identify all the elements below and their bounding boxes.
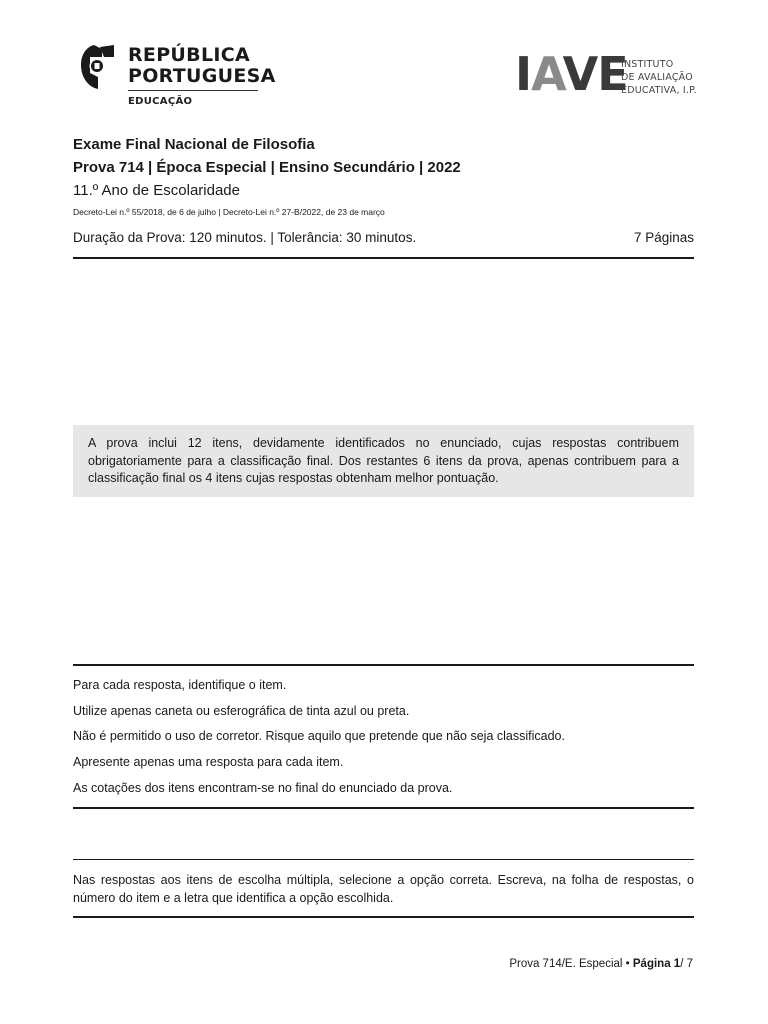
instruction-item: Apresente apenas uma resposta para cada item. xyxy=(73,755,344,770)
footer-suffix: / 7 xyxy=(680,958,693,970)
exam-info-box xyxy=(73,425,694,497)
instruction-item: Para cada resposta, identifique o item. xyxy=(73,678,287,692)
page-footer xyxy=(509,958,693,970)
instructions-bottom-divider xyxy=(73,807,694,809)
exam-title: Exame Final Nacional de Filosofia xyxy=(73,136,315,153)
iave-logo xyxy=(515,47,715,101)
iave-line2: DE AVALIAÇÃO xyxy=(621,72,693,83)
exam-info-text: A prova inclui 12 itens, devidamente identificados no enunciado, cujas respostas contribuem obrigatoriamente para a classificação final. Dos restantes 6 itens da prova, apenas contribuem para a classificação final os 4 itens cujas respostas obtenham melhor pontuação. xyxy=(88,436,679,485)
iave-line1: INSTITUTO xyxy=(621,59,674,70)
header-divider xyxy=(73,257,694,259)
republica-portuguesa-logo xyxy=(80,43,276,113)
instruction-item: Utilize apenas caneta ou esferográfica de tinta azul ou preta. xyxy=(73,703,410,718)
instructions-top-divider xyxy=(73,664,694,666)
footer-page-label: Página 1 xyxy=(632,958,681,970)
exam-subtitle: Prova 714 | Época Especial | Ensino Secundário | 2022 xyxy=(73,159,461,176)
iave-institute-name xyxy=(621,58,697,97)
instructions-list xyxy=(73,677,694,805)
republica-line2: PORTUGUESA xyxy=(128,65,276,87)
mc-bottom-divider xyxy=(73,916,694,918)
iave-wordmark xyxy=(515,47,628,101)
republica-line1: REPÚBLICA xyxy=(128,44,250,66)
school-year: 11.º Ano de Escolaridade xyxy=(73,182,240,199)
iave-letter-i: I xyxy=(515,47,532,101)
mc-top-divider xyxy=(73,859,694,860)
footer-prefix: Prova 714/E. Especial • xyxy=(509,958,633,970)
instruction-item: As cotações dos itens encontram-se no final do enunciado da prova. xyxy=(73,780,453,795)
multiple-choice-note: Nas respostas aos itens de escolha múltipla, selecione a opção correta. Escreva, na folha de respostas, o número do item e a letra que identifica a opção escolhida. xyxy=(73,873,694,905)
page-count: 7 Páginas xyxy=(633,230,694,245)
republica-emblem-icon xyxy=(80,43,116,91)
logo-divider xyxy=(128,90,258,91)
iave-line3: EDUCATIVA, I.P. xyxy=(621,85,697,96)
republica-subtitle: EDUCAÇÃO xyxy=(128,96,193,107)
republica-name xyxy=(128,45,276,87)
instruction-item: Não é permitido o uso de corretor. Risque aquilo que pretende que não seja classificado. xyxy=(73,729,565,744)
exam-duration: Duração da Prova: 120 minutos. | Tolerância: 30 minutos. xyxy=(73,230,417,245)
iave-letter-a: A xyxy=(531,47,563,101)
decree-reference: Decreto-Lei n.º 55/2018, de 6 de julho | Decreto-Lei n.º 27-B/2022, de 23 de março xyxy=(73,207,385,217)
iave-letters-ve: VE xyxy=(562,47,628,101)
